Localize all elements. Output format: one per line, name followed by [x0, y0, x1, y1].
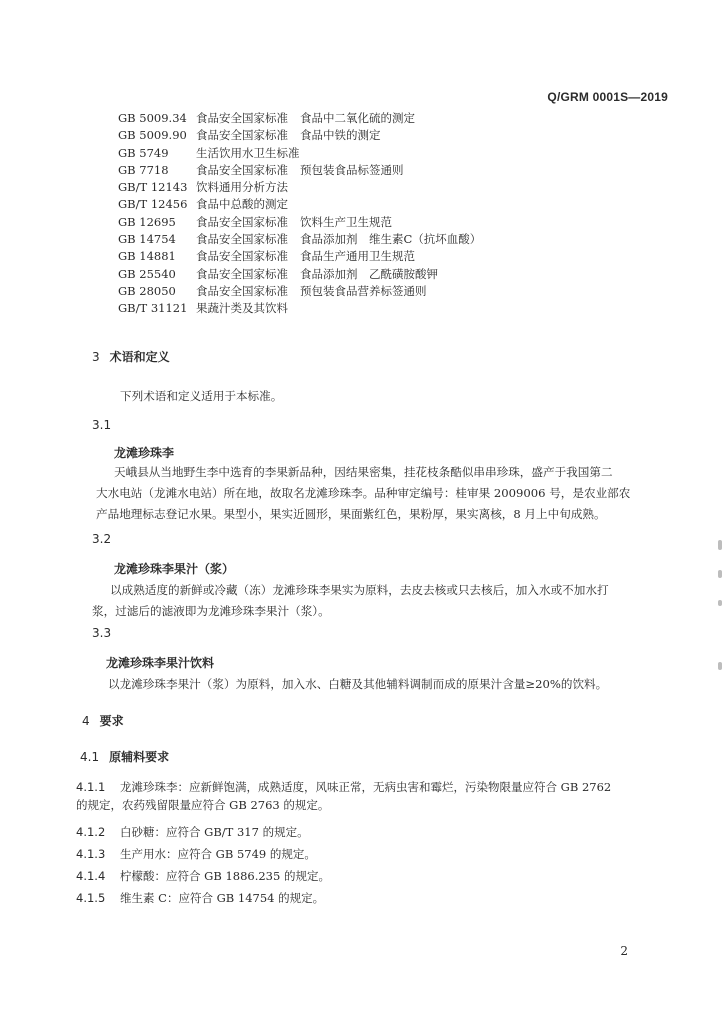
- normative-references-list: [118, 110, 678, 318]
- requirement-item: 4.1.3 生产用水：应符合 GB 5749 的规定。: [76, 847, 316, 861]
- reference-item: GB 7718 食品安全国家标准 预包装食品标签通则: [118, 162, 404, 177]
- scan-mark: [718, 600, 722, 606]
- reference-item: GB/T 31121 果蔬汁类及其饮料: [118, 301, 288, 316]
- term-definition: 天峨县从当地野生李中选育的李果新品种，因结果密集，挂花枝条酷似串串珍珠，盛产于我国第二 大水电站（龙滩水电站）所在地，故取名龙滩珍珠李。品种审定编号：桂审果 2009006 号，是农业部农 产品地理标志登记水果。果型小，果实近圆形，果面紫红色，果粉厚，果实离核，8 月上中旬成熟。: [96, 465, 631, 521]
- document-id: Q/GRM 0001S—2019: [547, 90, 668, 104]
- page-number: 2: [620, 944, 628, 958]
- reference-item: GB 25540 食品安全国家标准 食品添加剂 乙酰磺胺酸钾: [118, 266, 438, 281]
- term-number: 3.1: [92, 418, 112, 432]
- reference-item: GB/T 12143 饮料通用分析方法: [118, 180, 288, 195]
- reference-item: GB 14754 食品安全国家标准 食品添加剂 维生素C（抗坏血酸）: [118, 232, 482, 247]
- reference-item: GB 14881 食品安全国家标准 食品生产通用卫生规范: [118, 249, 415, 264]
- section-heading-4: 4 要求: [82, 714, 124, 728]
- term-definition: 以成熟适度的新鲜或冷藏（冻）龙滩珍珠李果实为原料，去皮去核或只去核后，加入水或不加水打 浆，过滤后的滤液即为龙滩珍珠李果汁（浆）。: [92, 583, 609, 618]
- term-name: 龙滩珍珠李果汁饮料: [106, 656, 215, 670]
- requirement-item: 4.1.1 龙滩珍珠李：应新鲜饱满，成熟适度，风味正常，无病虫害和霉烂，污染物限量应符合 GB 2762 的规定，农药残留限量应符合 GB 2763 的规定。: [76, 780, 612, 812]
- reference-item: GB/T 12456 食品中总酸的测定: [118, 197, 288, 212]
- reference-item: GB 5749 生活饮用水卫生标准: [118, 145, 300, 160]
- scan-mark: [718, 540, 722, 550]
- term-number: 3.2: [92, 532, 112, 546]
- requirement-item: 4.1.5 维生素 C：应符合 GB 14754 的规定。: [76, 891, 325, 905]
- reference-item: GB 28050 食品安全国家标准 预包装食品营养标签通则: [118, 283, 427, 298]
- reference-item: GB 12695 食品安全国家标准 饮料生产卫生规范: [118, 214, 392, 229]
- reference-item: GB 5009.90 食品安全国家标准 食品中铁的测定: [118, 128, 381, 143]
- term-name: 龙滩珍珠李: [114, 446, 175, 460]
- term-name: 龙滩珍珠李果汁（浆）: [114, 562, 235, 576]
- section-heading-3: 3 术语和定义: [92, 350, 170, 364]
- subsection-heading: 4.1 原辅料要求: [80, 750, 170, 764]
- term-definition: 以龙滩珍珠李果汁（浆）为原料，加入水、白糖及其他辅料调制而成的原果汁含量≥20%的饮料。: [108, 677, 608, 691]
- term-number: 3.3: [92, 626, 112, 640]
- reference-item: GB 5009.34 食品安全国家标准 食品中二氧化硫的测定: [118, 111, 415, 125]
- requirement-item: 4.1.4 柠檬酸：应符合 GB 1886.235 的规定。: [76, 869, 330, 883]
- requirement-item: 4.1.2 白砂糖：应符合 GB/T 317 的规定。: [76, 825, 309, 839]
- section-intro: 下列术语和定义适用于本标准。: [120, 389, 283, 403]
- scan-mark: [718, 570, 722, 578]
- scan-mark: [718, 662, 722, 670]
